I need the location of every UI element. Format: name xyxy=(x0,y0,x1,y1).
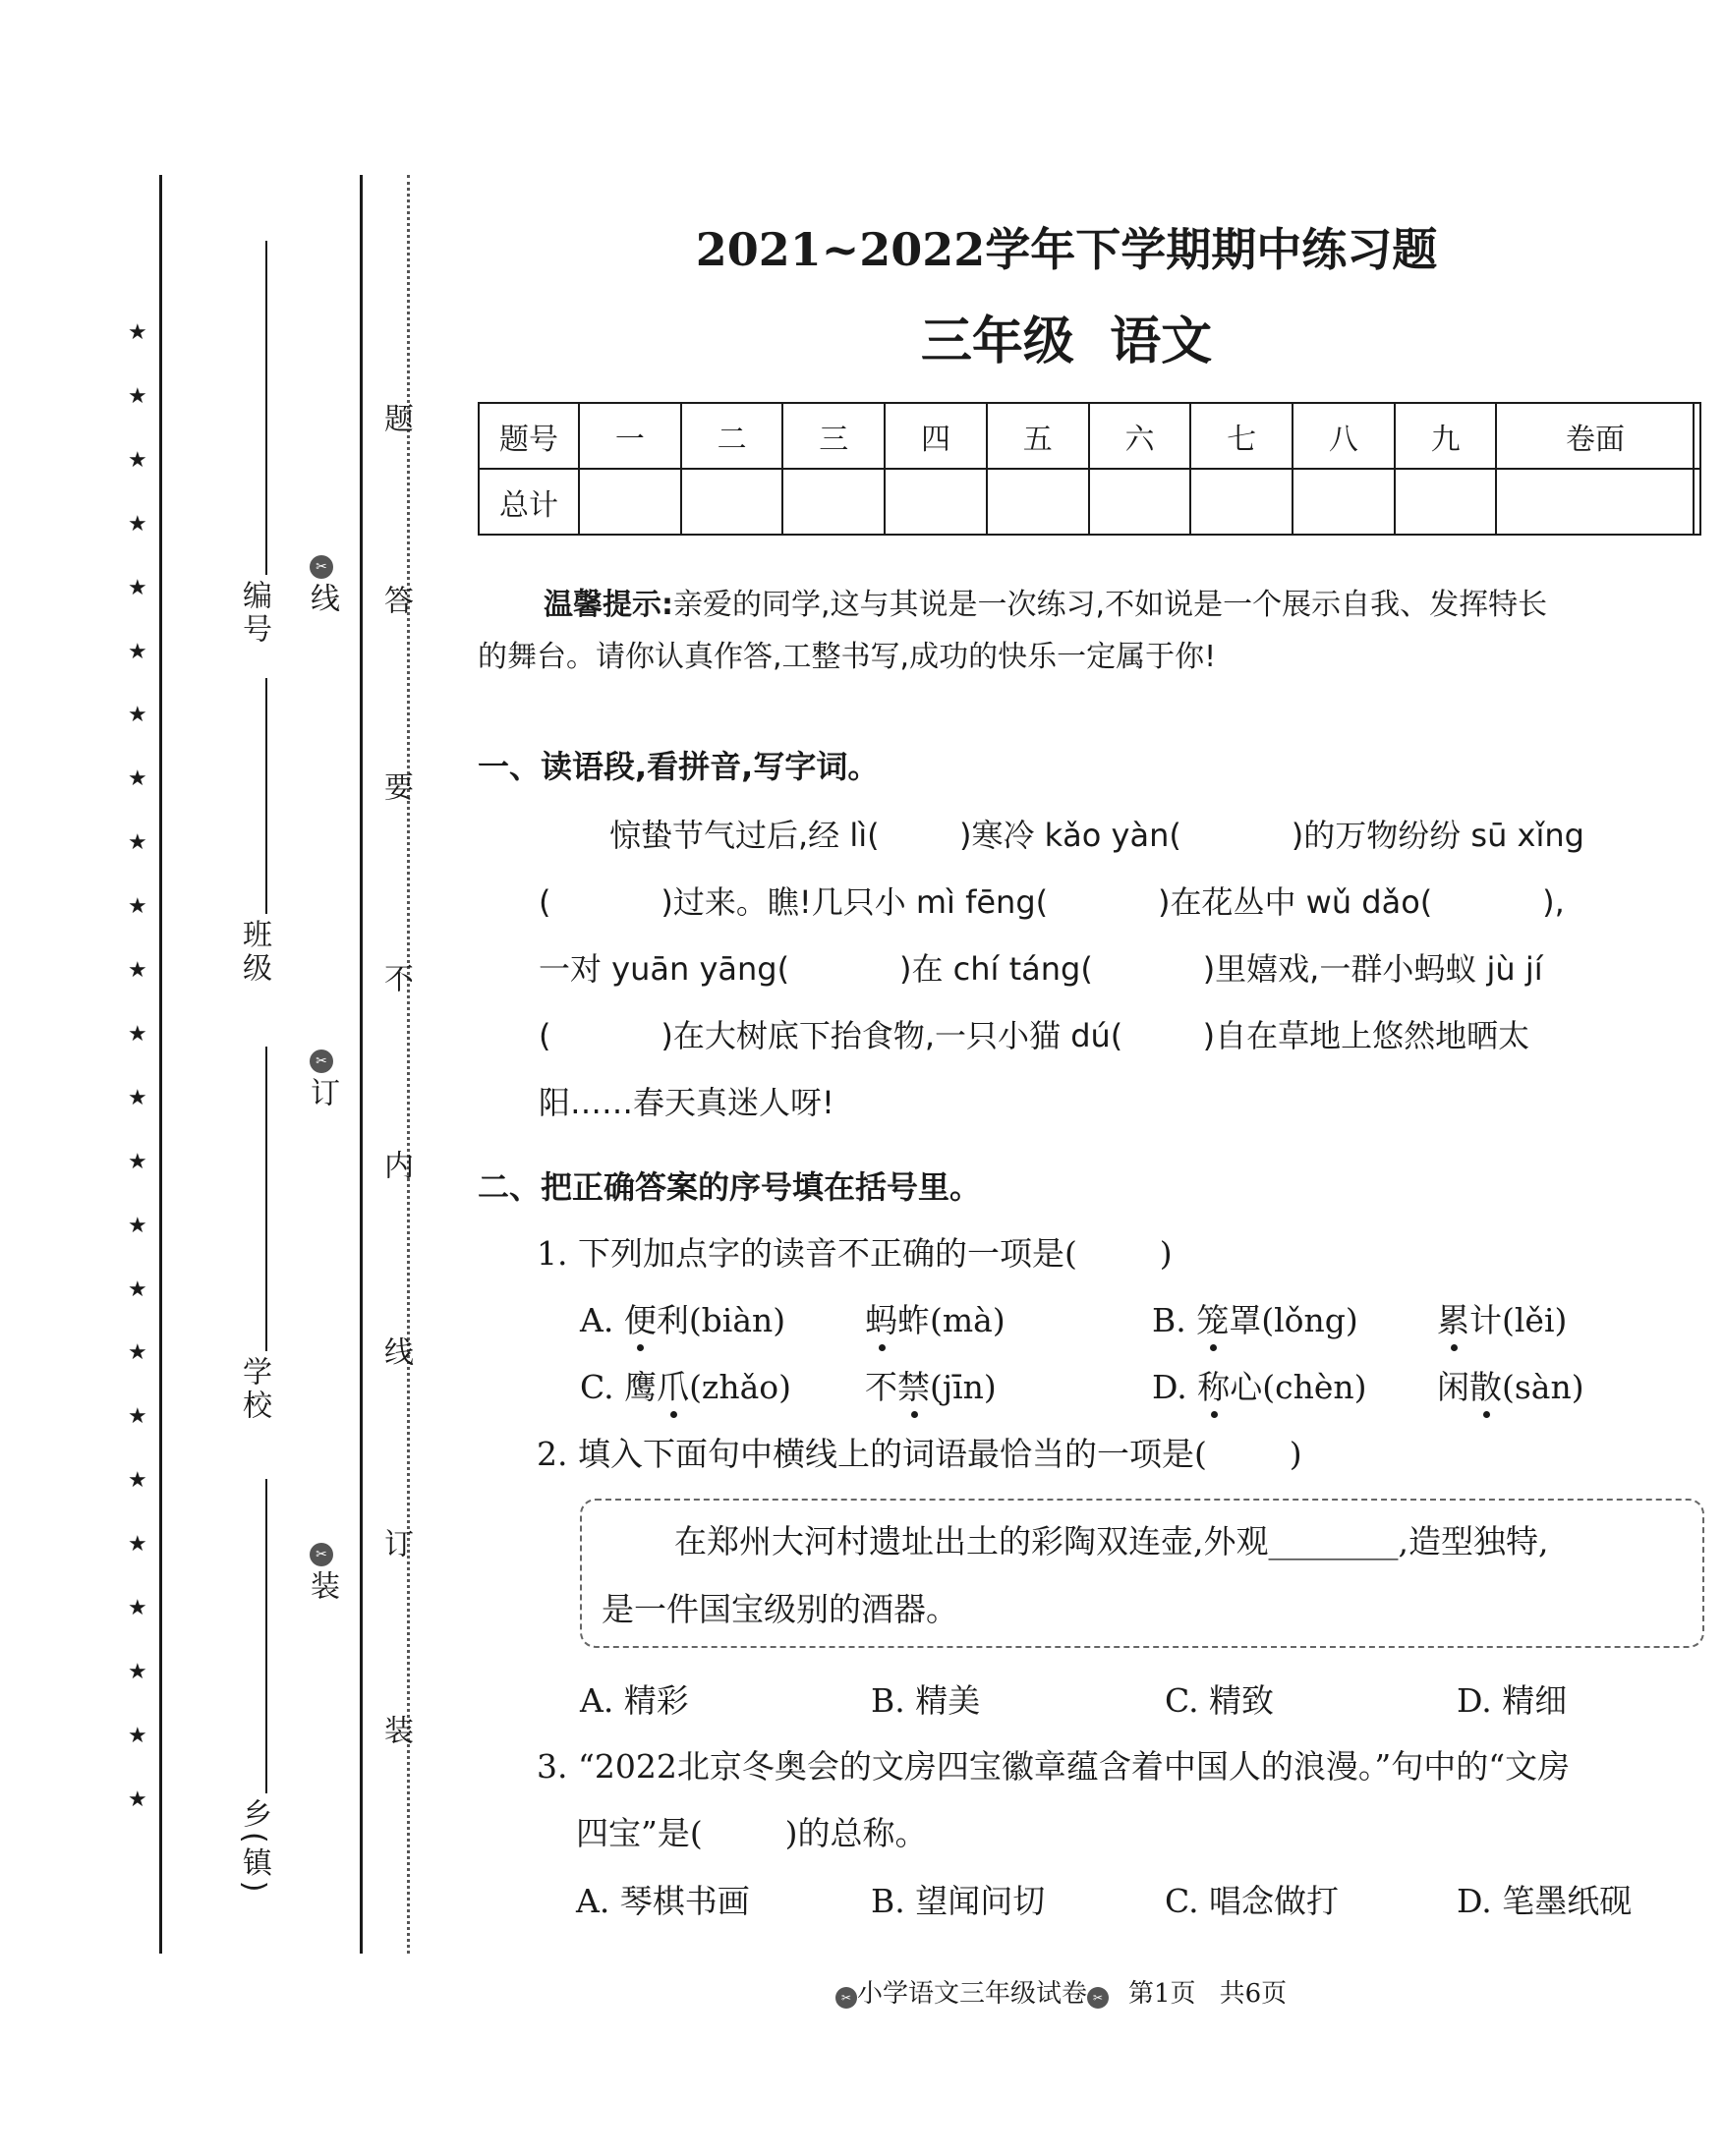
star-icon: ★ xyxy=(128,1532,147,1558)
section-1-line: 一对 yuān yāng( )在 chí táng( )里嬉戏,一群小蚂蚁 jù jí xyxy=(539,950,1543,988)
q2-option-b: B. 精美 xyxy=(871,1681,981,1720)
q1-stem: 1. 下列加点字的读音不正确的一项是( ) xyxy=(537,1234,1173,1273)
no-answer-char: 题 xyxy=(378,403,413,432)
score-table-header-row xyxy=(479,403,1700,469)
option-letter: C. xyxy=(580,1368,625,1406)
label-school: 学校 xyxy=(237,1356,271,1423)
q1-option-c1 xyxy=(580,1362,791,1408)
q2-stem: 2. 填入下面句中横线上的词语最恰当的一项是( ) xyxy=(537,1435,1302,1473)
score-cell[interactable] xyxy=(579,469,681,535)
dotted-char: 便 xyxy=(623,1301,657,1339)
score-cell[interactable] xyxy=(1496,469,1694,535)
score-total-label: 总计 xyxy=(479,469,579,535)
score-table xyxy=(478,402,1701,536)
dotted-char: 称 xyxy=(1197,1368,1231,1406)
score-cell[interactable] xyxy=(885,469,987,535)
school-blank[interactable] xyxy=(265,1047,267,1351)
star-icon: ★ xyxy=(128,1723,147,1748)
q2-option-c: C. 精致 xyxy=(1165,1681,1275,1720)
q1-option-a2 xyxy=(865,1295,1006,1341)
score-header-cell: 四 xyxy=(885,403,987,469)
score-header-cell: 五 xyxy=(987,403,1089,469)
dotted-char: 禁 xyxy=(897,1368,930,1406)
tip-text-1: 亲爱的同学,这与其说是一次练习,不如说是一个展示自我、发挥特长 xyxy=(673,588,1548,622)
star-icon: ★ xyxy=(128,383,147,409)
score-header-cell: 九 xyxy=(1395,403,1497,469)
score-table-total-row xyxy=(479,469,1700,535)
q2-box-line-1: 在郑州大河村遗址出土的彩陶双连壶,外观________,造型独特, xyxy=(674,1522,1549,1560)
star-icon: ★ xyxy=(128,447,147,473)
score-header-cell: 七 xyxy=(1190,403,1293,469)
option-text: (sàn) xyxy=(1502,1368,1584,1406)
score-header-cell: 六 xyxy=(1089,403,1191,469)
score-header-cell xyxy=(1694,403,1700,469)
option-letter: D. xyxy=(1152,1368,1198,1406)
option-text: (zhǎo) xyxy=(689,1368,791,1406)
score-header-cell: 二 xyxy=(681,403,783,469)
margin-inner-line xyxy=(360,175,363,1954)
no-answer-char: 线 xyxy=(378,1336,413,1366)
town-blank[interactable] xyxy=(265,1479,267,1793)
star-icon: ★ xyxy=(128,511,147,537)
q1-option-d2 xyxy=(1437,1362,1584,1408)
option-text: 计(lěi) xyxy=(1469,1301,1568,1339)
score-cell[interactable] xyxy=(1293,469,1395,535)
star-icon: ★ xyxy=(128,1659,147,1684)
section-2-heading: 二、把正确答案的序号填在括号里。 xyxy=(478,1168,982,1206)
dotted-char: 蚂 xyxy=(865,1301,897,1339)
section-1-heading: 一、读语段,看拼音,写字词。 xyxy=(478,748,880,785)
option-letter: B. xyxy=(1152,1301,1197,1339)
margin-outer-line xyxy=(159,175,162,1954)
section-1-line: ( )在大树底下抬食物,一只小猫 dú( )自在草地上悠然地晒太 xyxy=(539,1017,1530,1054)
section-1-line: 惊蛰节气过后,经 lì( )寒冷 kǎo yàn( )的万物纷纷 sū xǐng xyxy=(609,817,1584,854)
score-header-cell: 一 xyxy=(579,403,681,469)
footer-exam-name: 小学语文三年级试卷 xyxy=(857,1979,1088,2009)
q3-stem-line-1: 3. “2022北京冬奥会的文房四宝徽章蕴含着中国人的浪漫。”句中的“文房 xyxy=(537,1747,1571,1786)
q3-stem-line-2: 四宝”是( )的总称。 xyxy=(576,1814,928,1852)
no-answer-char: 内 xyxy=(378,1150,413,1179)
label-town: 乡(镇) xyxy=(237,1798,271,1897)
scissors-icon: ✂ xyxy=(310,1050,333,1073)
star-icon: ★ xyxy=(128,1787,147,1812)
star-icon: ★ xyxy=(128,1277,147,1302)
page-footer xyxy=(835,1973,1287,2013)
dotted-char: 累 xyxy=(1437,1301,1469,1339)
score-cell[interactable] xyxy=(1395,469,1497,535)
star-icon: ★ xyxy=(128,830,147,856)
q3-option-b: B. 望闻问切 xyxy=(871,1882,1046,1920)
star-icon: ★ xyxy=(128,1468,147,1494)
star-icon: ★ xyxy=(128,1404,147,1430)
option-text: 鹰 xyxy=(624,1368,658,1406)
exam-subtitle: 三年级 语文 xyxy=(920,312,1213,371)
footer-ornament-icon: ✂ xyxy=(835,1987,857,2009)
no-answer-char: 不 xyxy=(378,963,413,993)
score-cell[interactable] xyxy=(1190,469,1293,535)
tip-line-1 xyxy=(544,580,1547,623)
q1-option-d1 xyxy=(1152,1362,1367,1408)
q1-option-a1 xyxy=(580,1295,785,1341)
option-text: 闲 xyxy=(1437,1368,1469,1406)
score-cell[interactable] xyxy=(1089,469,1191,535)
exam-title: 2021~2022学年下学期期中练习题 xyxy=(695,223,1438,276)
star-icon: ★ xyxy=(128,766,147,792)
q2-option-a: A. 精彩 xyxy=(580,1681,689,1720)
star-icon: ★ xyxy=(128,1213,147,1238)
no-answer-char: 要 xyxy=(378,771,413,801)
option-text: (jīn) xyxy=(930,1368,997,1406)
option-text: 蚱(mà) xyxy=(897,1301,1006,1339)
q1-option-b1 xyxy=(1152,1295,1358,1341)
class-blank[interactable] xyxy=(265,678,267,914)
dotted-char: 爪 xyxy=(657,1368,690,1406)
tip-line-2: 的舞台。请你认真作答,工整书写,成功的快乐一定属于你! xyxy=(478,640,1217,674)
star-icon: ★ xyxy=(128,894,147,920)
number-blank[interactable] xyxy=(265,241,267,575)
score-cell[interactable] xyxy=(987,469,1089,535)
tip-label: 温馨提示: xyxy=(544,588,673,622)
option-text: 不 xyxy=(865,1368,897,1406)
score-cell[interactable] xyxy=(782,469,885,535)
star-icon: ★ xyxy=(128,1021,147,1047)
star-icon: ★ xyxy=(128,958,147,983)
q3-option-a: A. 琴棋书画 xyxy=(576,1882,750,1920)
cut-mark-line: ✂线 xyxy=(300,555,343,612)
option-text: 心(chèn) xyxy=(1230,1368,1367,1406)
star-icon: ★ xyxy=(128,575,147,600)
q1-option-b2 xyxy=(1437,1295,1567,1341)
score-header-cell: 卷面 xyxy=(1496,403,1694,469)
cut-dotted-line xyxy=(407,175,410,1954)
star-icon: ★ xyxy=(128,1149,147,1174)
no-answer-char: 装 xyxy=(378,1715,413,1744)
star-icon: ★ xyxy=(128,320,147,345)
no-answer-char: 答 xyxy=(378,585,413,614)
q3-option-d: D. 笔墨纸砚 xyxy=(1457,1882,1633,1920)
label-number: 编号 xyxy=(237,580,271,647)
score-cell[interactable] xyxy=(681,469,783,535)
score-cell[interactable] xyxy=(1694,469,1700,535)
q2-option-d: D. 精细 xyxy=(1457,1681,1568,1720)
q2-box-line-2: 是一件国宝级别的酒器。 xyxy=(602,1590,958,1628)
dotted-char: 散 xyxy=(1469,1368,1502,1406)
dotted-char: 笼 xyxy=(1196,1301,1230,1339)
footer-page: 第1页 xyxy=(1128,1979,1196,2009)
q3-option-c: C. 唱念做打 xyxy=(1165,1882,1340,1920)
footer-total-pages: 共6页 xyxy=(1219,1979,1288,2009)
section-1-line: 阳……春天真迷人呀! xyxy=(539,1084,834,1121)
cut-mark-bind: ✂订 xyxy=(300,1050,343,1106)
scissors-icon: ✂ xyxy=(310,555,333,579)
score-header-cell: 题号 xyxy=(479,403,579,469)
no-answer-char: 订 xyxy=(378,1528,413,1558)
label-class: 班级 xyxy=(237,919,271,986)
option-letter: A. xyxy=(580,1301,624,1339)
scissors-icon: ✂ xyxy=(310,1543,333,1566)
footer-ornament-icon: ✂ xyxy=(1087,1987,1109,2009)
star-icon: ★ xyxy=(128,639,147,664)
star-icon: ★ xyxy=(128,703,147,728)
star-icon: ★ xyxy=(128,1085,147,1110)
option-text: 利(biàn) xyxy=(656,1301,786,1339)
star-icon: ★ xyxy=(128,1340,147,1366)
q1-option-c2 xyxy=(865,1362,997,1408)
score-header-cell: 八 xyxy=(1293,403,1395,469)
star-icon: ★ xyxy=(128,1596,147,1620)
score-header-cell: 三 xyxy=(782,403,885,469)
option-text: 罩(lǒng) xyxy=(1229,1301,1358,1339)
cut-mark-pack: ✂装 xyxy=(300,1543,343,1600)
section-1-line: ( )过来。瞧!几只小 mì fēng( )在花丛中 wǔ dǎo( ), xyxy=(539,883,1565,921)
